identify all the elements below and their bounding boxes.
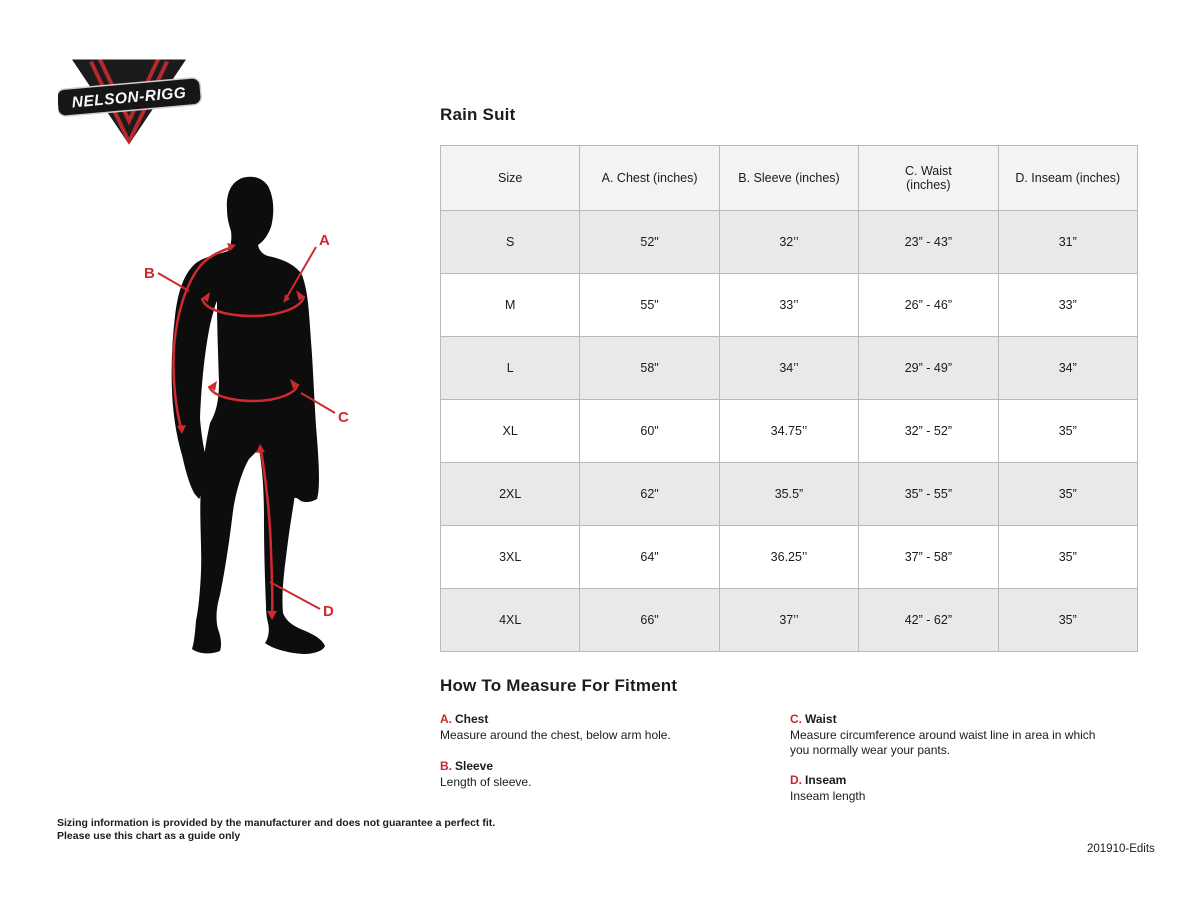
- table-cell: 52": [580, 211, 719, 274]
- table-cell: 66": [580, 589, 719, 652]
- howto-heading: How To Measure For Fitment: [440, 676, 678, 695]
- size-table-body: [441, 211, 1138, 652]
- disclaimer-line-2: Please use this chart as a guide only: [57, 829, 241, 842]
- column-header-inseam: D. Inseam (inches): [998, 146, 1137, 211]
- table-cell: 37” - 58”: [859, 526, 998, 589]
- table-cell: 33”: [998, 274, 1137, 337]
- label-waist: C: [338, 409, 349, 426]
- table-cell: 34.75’’: [719, 400, 858, 463]
- measure-name: Waist: [805, 712, 837, 726]
- table-cell: 62": [580, 463, 719, 526]
- table-cell: 23” - 43”: [859, 211, 998, 274]
- table-cell: 35” - 55”: [859, 463, 998, 526]
- disclaimer-line-1: Sizing information is provided by the manufacturer and does not guarantee a perfect fit.: [57, 817, 496, 829]
- table-cell: XL: [441, 400, 580, 463]
- size-table: [440, 145, 1138, 652]
- table-cell: 64": [580, 526, 719, 589]
- table-cell: L: [441, 337, 580, 400]
- howto-column-right: [790, 712, 1110, 820]
- document-id: 201910-Edits: [1087, 843, 1155, 855]
- table-cell: 32’’: [719, 211, 858, 274]
- table-cell: 35”: [998, 526, 1137, 589]
- table-row: [441, 463, 1138, 526]
- table-cell: M: [441, 274, 580, 337]
- table-cell: 26” - 46”: [859, 274, 998, 337]
- table-cell: 31”: [998, 211, 1137, 274]
- table-row: [441, 337, 1138, 400]
- table-cell: 35.5”: [719, 463, 858, 526]
- measure-description: Inseam length: [790, 789, 866, 803]
- size-table-header: [441, 146, 1138, 211]
- body-silhouette-icon: [172, 177, 325, 654]
- howto-column-left: [440, 712, 790, 820]
- table-cell: 34”: [998, 337, 1137, 400]
- table-row: [441, 589, 1138, 652]
- measure-label: [790, 712, 1110, 726]
- table-cell: 29” - 49”: [859, 337, 998, 400]
- table-cell: 35”: [998, 400, 1137, 463]
- table-cell: 32” - 52”: [859, 400, 998, 463]
- measure-item-chest: [440, 712, 790, 743]
- column-header-chest: A. Chest (inches): [580, 146, 719, 211]
- measure-item-sleeve: [440, 759, 790, 790]
- table-cell: 2XL: [441, 463, 580, 526]
- measurement-figure: [118, 150, 400, 672]
- measure-name: Chest: [455, 712, 489, 726]
- measure-label: [440, 712, 790, 726]
- table-cell: 35”: [998, 463, 1137, 526]
- table-row: [441, 274, 1138, 337]
- how-to-measure-section: [440, 676, 1140, 820]
- measure-label: [790, 773, 1110, 787]
- logo-banner: [58, 77, 202, 116]
- measure-label: [440, 759, 790, 773]
- sizing-disclaimer: [57, 817, 495, 842]
- table-row: [441, 526, 1138, 589]
- table-cell: 37’’: [719, 589, 858, 652]
- measure-name: Sleeve: [455, 758, 494, 773]
- table-cell: 33’’: [719, 274, 858, 337]
- table-cell: 58": [580, 337, 719, 400]
- column-header-size: Size: [441, 146, 580, 211]
- table-cell: 34’’: [719, 337, 858, 400]
- table-cell: S: [441, 211, 580, 274]
- table-cell: 3XL: [441, 526, 580, 589]
- page-title: Rain Suit: [440, 105, 516, 124]
- table-row: [441, 400, 1138, 463]
- logo-brand-text: NELSON-RIGG: [71, 84, 188, 112]
- label-chest: A: [319, 232, 330, 249]
- measure-description: Length of sleeve.: [440, 774, 532, 789]
- table-cell: 55": [580, 274, 719, 337]
- table-cell: 36.25’’: [719, 526, 858, 589]
- table-cell: 42” - 62”: [859, 589, 998, 652]
- measure-item-waist: [790, 712, 1110, 757]
- brand-logo: [58, 48, 202, 156]
- column-header-sleeve: B. Sleeve (inches): [719, 146, 858, 211]
- measure-letter: C.: [790, 712, 802, 726]
- measure-letter: A.: [440, 712, 452, 726]
- table-cell: 4XL: [441, 589, 580, 652]
- label-sleeve: B: [144, 265, 155, 282]
- measure-description: Measure around the chest, below arm hole.: [440, 728, 671, 742]
- brand-logo-icon: [58, 48, 202, 156]
- measure-description: Measure circumference around waist line in area in which you normally wear your pants.: [790, 728, 1096, 757]
- table-cell: 60": [580, 400, 719, 463]
- table-row: [441, 211, 1138, 274]
- measure-item-inseam: [790, 773, 1110, 804]
- measure-name: Inseam: [805, 773, 847, 787]
- measure-letter: D.: [790, 773, 802, 787]
- table-cell: 35”: [998, 589, 1137, 652]
- measure-letter: B.: [440, 758, 452, 773]
- column-header-waist: C. Waist (inches): [859, 146, 998, 211]
- label-inseam: D: [323, 603, 334, 620]
